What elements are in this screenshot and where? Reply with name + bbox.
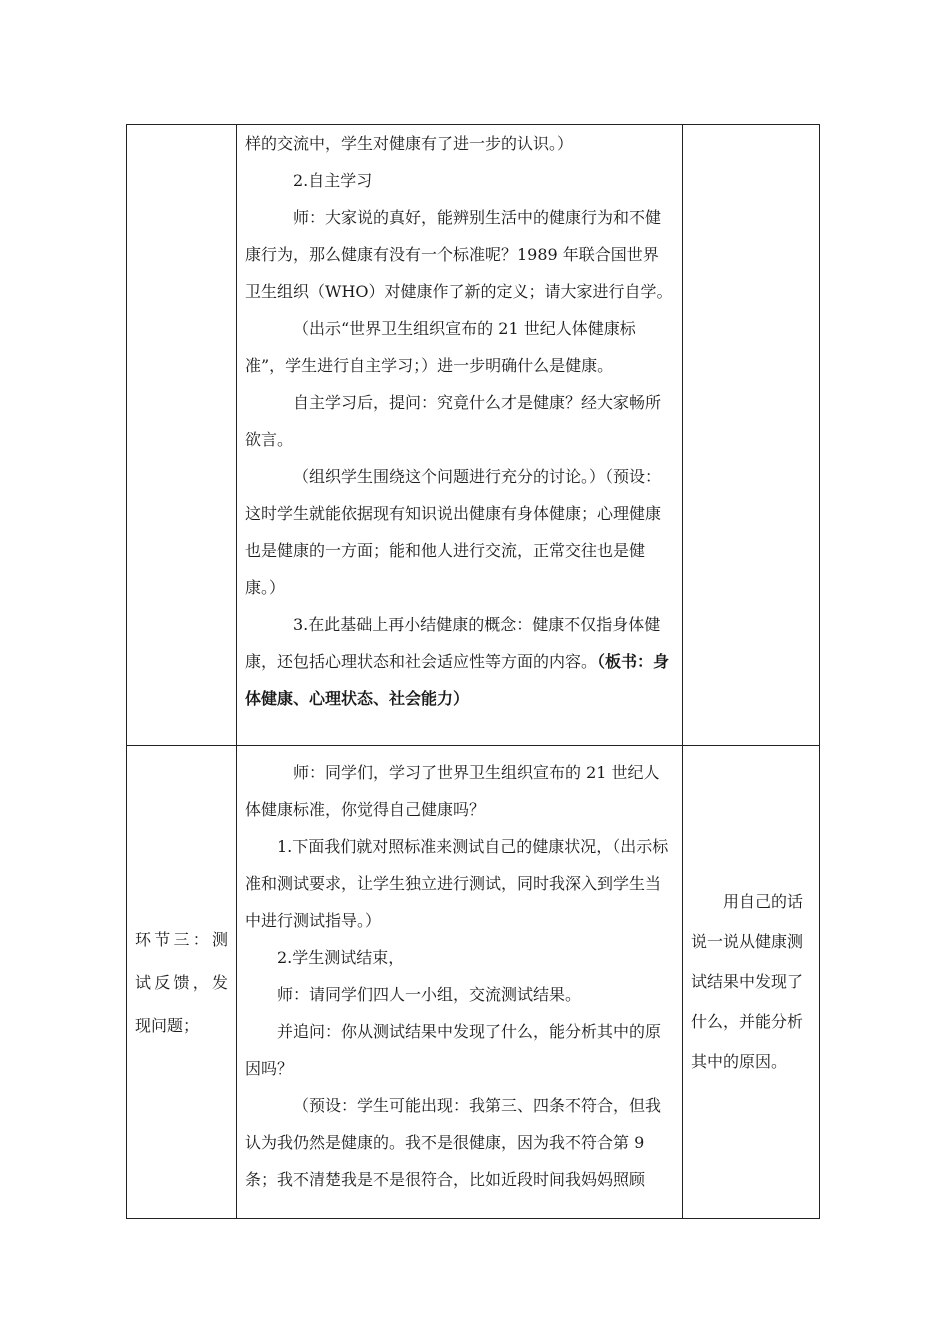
summary-paragraph (245, 606, 674, 717)
table-row (127, 746, 820, 1219)
table-row (127, 125, 820, 746)
paragraph: 师：同学们，学习了世界卫生组织宣布的 21 世纪人体健康标准，你觉得自己健康吗？ (245, 763, 660, 819)
paragraph: 师：请同学们四人一小组，交流测试结果。 (277, 985, 582, 1004)
paragraph: 2.自主学习 (293, 171, 373, 190)
paragraph: 师：大家说的真好，能辨别生活中的健康行为和不健康行为，那么健康有没有一个标准呢？1989 年联合国世界卫生组织（WHO）对健康作了新的定义；请大家进行自学。 (245, 208, 673, 301)
stage-label: 环节三：测试反馈，发现问题； (135, 929, 228, 1035)
content-cell (237, 746, 683, 1219)
paragraph: （出示“世界卫生组织宣布的 21 世纪人体健康标准”，学生进行自主学习；）进一步明确什么是健康。 (245, 319, 636, 375)
paragraph: （预设：学生可能出现：我第三、四条不符合，但我认为我仍然是健康的。我不是很健康，因为我不符合第 9 条；我不清楚我是不是很符合，比如近段时间我妈妈照顾 (245, 1096, 662, 1189)
paragraph: 并追问：你从测试结果中发现了什么，能分析其中的原因吗？ (245, 1022, 662, 1078)
goal-cell (683, 746, 820, 1219)
paragraph: 样的交流中，学生对健康有了进一步的认识。） (245, 134, 574, 153)
paragraph: 1.下面我们就对照标准来测试自己的健康状况，（出示标准和测试要求，让学生独立进行测试，同时我深入到学生当中进行测试指导。） (245, 837, 669, 930)
paragraph: 2.学生测试结束， (277, 948, 405, 967)
content-cell (237, 125, 683, 746)
stage-cell (127, 746, 237, 1219)
paragraph: （组织学生围绕这个问题进行充分的讨论。）（预设：这时学生就能依据现有知识说出健康有身体健康；心理健康也是健康的一方面；能和他人进行交流，正常交往也是健康。） (245, 467, 662, 597)
paragraph: 自主学习后，提问：究竟什么才是健康？经大家畅所欲言。 (245, 393, 662, 449)
lesson-plan-table (126, 124, 820, 1219)
summary-text: 3.在此基础上再小结健康的概念：健康不仅指身体健康，还包括心理状态和社会适应性等方面的内容。 (245, 615, 661, 671)
goal-text: 用自己的话说一说从健康测试结果中发现了什么，并能分析其中的原因。 (691, 892, 804, 1071)
goal-cell (683, 125, 820, 746)
stage-cell (127, 125, 237, 746)
blackboard-note: （板书：身体健康、心理状态、社会能力） (245, 652, 670, 708)
